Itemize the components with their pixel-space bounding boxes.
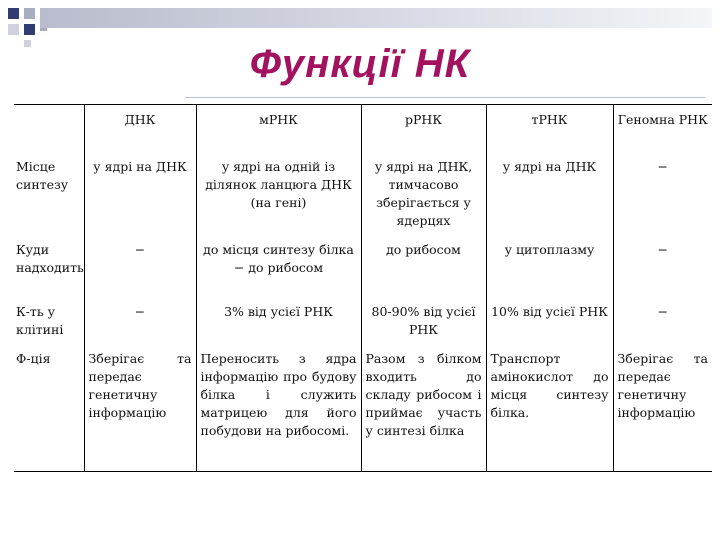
- table-cell: у ядрі на одній із ділянок ланцюга ДНК (на гені): [196, 154, 361, 237]
- table-cell: 80-90% від усієї РНК: [361, 299, 486, 346]
- table-cell: до рибосом: [361, 237, 486, 299]
- title-underline: [185, 97, 705, 98]
- row-label: Місце синтезу: [14, 154, 84, 237]
- table-cell: −: [613, 237, 712, 299]
- table-header-row: [14, 105, 712, 155]
- table-cell: у ядрі на ДНК, тимчасово зберігається у ядерцях: [361, 154, 486, 237]
- table-row: [14, 237, 712, 299]
- table-row: [14, 299, 712, 346]
- ornament-square: [8, 24, 19, 35]
- ornament-square: [24, 24, 35, 35]
- slide-title: Функції НК: [249, 42, 471, 86]
- header-mrna: мРНК: [196, 105, 361, 155]
- ornament-square: [8, 8, 19, 19]
- header-genomic-rna: Геномна РНК: [613, 105, 712, 155]
- header-dna: ДНК: [84, 105, 196, 155]
- table-cell: Разом з білком входить до складу рибосом і приймає участь у синтезі білка: [361, 346, 486, 472]
- row-label: Ф-ція: [14, 346, 84, 472]
- ornament-square: [24, 8, 35, 19]
- row-label: К-ть у клітині: [14, 299, 84, 346]
- header-rrna: рРНК: [361, 105, 486, 155]
- table-cell: у цитоплазму: [486, 237, 613, 299]
- table-cell: −: [84, 299, 196, 346]
- table-row: [14, 346, 712, 472]
- header-cell-empty: [14, 105, 84, 155]
- row-label: Куди надходить: [14, 237, 84, 299]
- table-cell: Зберігає та передає генетичну інформацію: [84, 346, 196, 472]
- table-cell: у ядрі на ДНК: [486, 154, 613, 237]
- table-row: [14, 154, 712, 237]
- table-cell: Транспорт амінокислот до місця синтезу білка.: [486, 346, 613, 472]
- table-cell: Переносить з ядра інформацію про будову білка і служить матрицею для його побудови на рибосомі.: [196, 346, 361, 472]
- header-trna: тРНК: [486, 105, 613, 155]
- table-cell: −: [613, 154, 712, 237]
- table-cell: −: [613, 299, 712, 346]
- table-cell: Зберігає та передає генетичну інформацію: [613, 346, 712, 472]
- header-gradient-bar: [40, 8, 712, 28]
- table-cell: −: [84, 237, 196, 299]
- table-cell: у ядрі на ДНК: [84, 154, 196, 237]
- table-cell: 10% від усієї РНК: [486, 299, 613, 346]
- table-cell: до місця синтезу білка − до рибосом: [196, 237, 361, 299]
- table-cell: 3% від усієї РНК: [196, 299, 361, 346]
- nucleic-acid-functions-table: [14, 104, 712, 472]
